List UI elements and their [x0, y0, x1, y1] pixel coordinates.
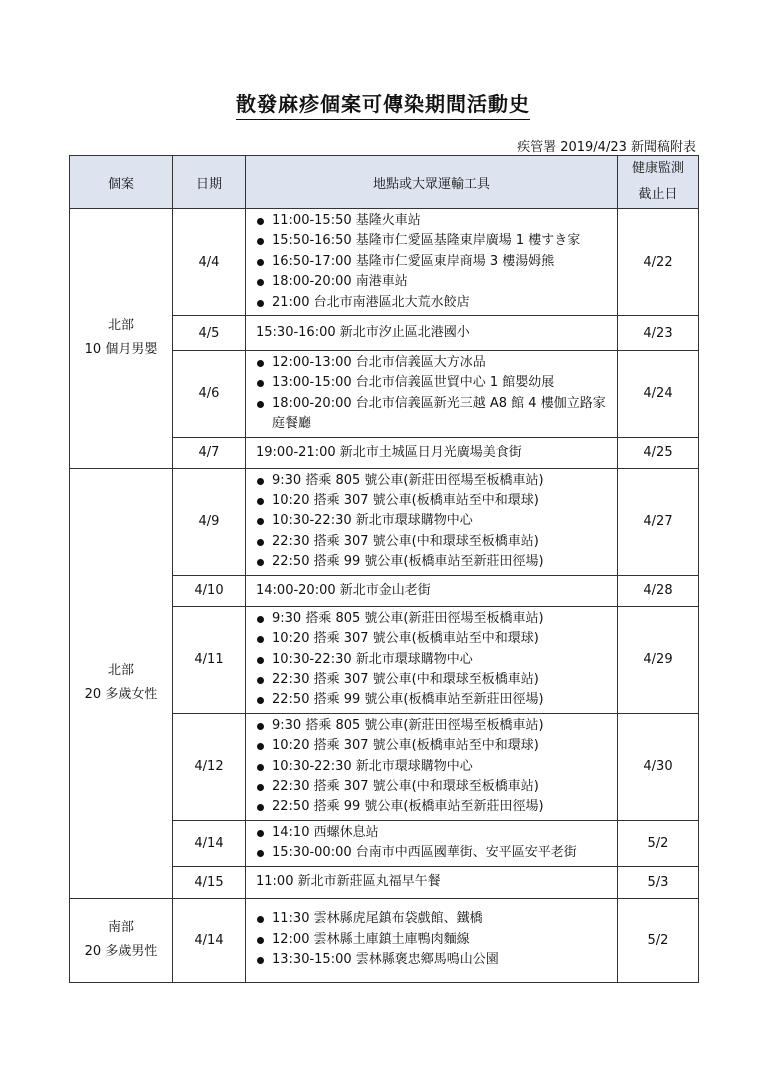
location-item: 10:30-22:30 新北市環球購物中心 — [256, 757, 609, 777]
location-item: 22:30 搭乘 307 號公車(中和環球至板橋車站) — [256, 670, 609, 690]
monitor-end-cell: 4/27 — [618, 468, 699, 575]
document-title — [0, 88, 766, 120]
date-cell: 4/7 — [173, 437, 246, 468]
location-cell — [246, 209, 618, 316]
location-list — [256, 471, 609, 573]
date-cell: 4/6 — [173, 351, 246, 438]
header-location: 地點或大眾運輸工具 — [246, 156, 618, 209]
location-list — [256, 211, 609, 313]
location-item: 12:00 雲林縣土庫鎮土庫鴨肉麵線 — [256, 930, 609, 950]
location-item: 9:30 搭乘 805 號公車(新莊田徑場至板橋車站) — [256, 471, 609, 491]
case-region: 南部 — [107, 920, 134, 936]
location-item: 16:50-17:00 基隆市仁愛區東岸商場 3 樓湯姆熊 — [256, 252, 609, 272]
location-text: 14:00-20:00 新北市金山老街 — [256, 582, 431, 598]
location-text: 19:00-21:00 新北市土城區日月光廣場美食街 — [256, 444, 522, 460]
table-row — [70, 209, 699, 316]
location-text: 15:30-16:00 新北市汐止區北港國小 — [256, 325, 470, 341]
location-list — [256, 609, 609, 711]
location-item: 21:00 台北市南港區北大荒水餃店 — [256, 293, 609, 313]
date-cell: 4/12 — [173, 713, 246, 820]
table-body — [70, 209, 699, 983]
location-cell — [246, 437, 618, 468]
date-cell: 4/9 — [173, 468, 246, 575]
title-text: 散發麻疹個案可傳染期間活動史 — [236, 88, 530, 120]
header-monitor-end — [618, 156, 699, 209]
monitor-end-cell: 5/2 — [618, 898, 699, 982]
header-monitor-line2: 截止日 — [638, 187, 678, 202]
date-cell: 4/14 — [173, 898, 246, 982]
date-cell: 4/10 — [173, 575, 246, 606]
monitor-end-cell: 5/2 — [618, 820, 699, 866]
date-cell: 4/5 — [173, 316, 246, 351]
monitor-end-cell: 4/23 — [618, 316, 699, 351]
location-list — [256, 823, 609, 864]
location-item: 13:00-15:00 台北市信義區世貿中心 1 館嬰幼展 — [256, 373, 609, 393]
location-item: 12:00-13:00 台北市信義區大方冰品 — [256, 353, 609, 373]
document-subtitle: 疾管署 2019/4/23 新聞稿附表 — [517, 140, 696, 155]
case-region: 北部 — [107, 318, 134, 334]
monitor-end-cell: 4/28 — [618, 575, 699, 606]
date-cell: 4/4 — [173, 209, 246, 316]
location-item: 10:20 搭乘 307 號公車(板橋車站至中和環球) — [256, 491, 609, 511]
monitor-end-cell: 4/25 — [618, 437, 699, 468]
location-item: 11:30 雲林縣虎尾鎮布袋戲館、鐵橋 — [256, 909, 609, 929]
location-item: 18:00-20:00 南港車站 — [256, 272, 609, 292]
location-cell — [246, 898, 618, 982]
location-list — [256, 716, 609, 818]
location-cell — [246, 575, 618, 606]
monitor-end-cell: 5/3 — [618, 866, 699, 898]
location-item: 10:30-22:30 新北市環球購物中心 — [256, 650, 609, 670]
monitor-end-cell: 4/24 — [618, 351, 699, 438]
monitor-end-cell: 4/29 — [618, 606, 699, 713]
location-item: 15:30-00:00 台南市中西區國華街、安平區安平老街 — [256, 843, 609, 863]
location-item: 10:20 搭乘 307 號公車(板橋車站至中和環球) — [256, 629, 609, 649]
table-row — [70, 898, 699, 982]
location-cell — [246, 866, 618, 898]
location-item: 18:00-20:00 台北市信義區新光三越 A8 館 4 樓伽立路家庭餐廳 — [256, 394, 609, 435]
location-cell — [246, 468, 618, 575]
location-cell — [246, 713, 618, 820]
location-list — [256, 353, 609, 435]
location-item: 10:30-22:30 新北市環球購物中心 — [256, 511, 609, 531]
location-cell — [246, 606, 618, 713]
header-monitor-line1: 健康監測 — [631, 161, 684, 176]
location-cell — [246, 820, 618, 866]
location-item: 22:30 搭乘 307 號公車(中和環球至板橋車站) — [256, 777, 609, 797]
location-item: 13:30-15:00 雲林縣褒忠鄉馬鳴山公園 — [256, 950, 609, 970]
date-cell: 4/15 — [173, 866, 246, 898]
location-item: 22:50 搭乘 99 號公車(板橋車站至新莊田徑場) — [256, 690, 609, 710]
location-item: 9:30 搭乘 805 號公車(新莊田徑場至板橋車站) — [256, 609, 609, 629]
case-description: 10 個月男嬰 — [84, 342, 158, 358]
location-item: 15:50-16:50 基隆市仁愛區基隆東岸廣場 1 樓すき家 — [256, 231, 609, 251]
location-cell — [246, 351, 618, 438]
monitor-end-cell: 4/22 — [618, 209, 699, 316]
header-date: 日期 — [173, 156, 246, 209]
location-item: 22:50 搭乘 99 號公車(板橋車站至新莊田徑場) — [256, 797, 609, 817]
case-cell — [70, 468, 173, 898]
activity-table — [69, 155, 699, 983]
location-item: 22:50 搭乘 99 號公車(板橋車站至新莊田徑場) — [256, 552, 609, 572]
case-description: 20 多歲女性 — [84, 687, 158, 703]
date-cell: 4/14 — [173, 820, 246, 866]
header-case: 個案 — [70, 156, 173, 209]
date-cell: 4/11 — [173, 606, 246, 713]
location-item: 14:10 西螺休息站 — [256, 823, 609, 843]
location-list — [256, 909, 609, 970]
location-text: 11:00 新北市新莊區丸福早午餐 — [256, 874, 441, 890]
location-item: 22:30 搭乘 307 號公車(中和環球至板橋車站) — [256, 532, 609, 552]
location-cell — [246, 316, 618, 351]
location-item: 10:20 搭乘 307 號公車(板橋車站至中和環球) — [256, 736, 609, 756]
location-item: 9:30 搭乘 805 號公車(新莊田徑場至板橋車站) — [256, 716, 609, 736]
case-region: 北部 — [107, 663, 134, 679]
table-row — [70, 468, 699, 575]
table-header-row — [70, 156, 699, 209]
case-cell — [70, 209, 173, 469]
case-description: 20 多歲男性 — [84, 944, 158, 960]
monitor-end-cell: 4/30 — [618, 713, 699, 820]
location-item: 11:00-15:50 基隆火車站 — [256, 211, 609, 231]
case-cell — [70, 898, 173, 982]
